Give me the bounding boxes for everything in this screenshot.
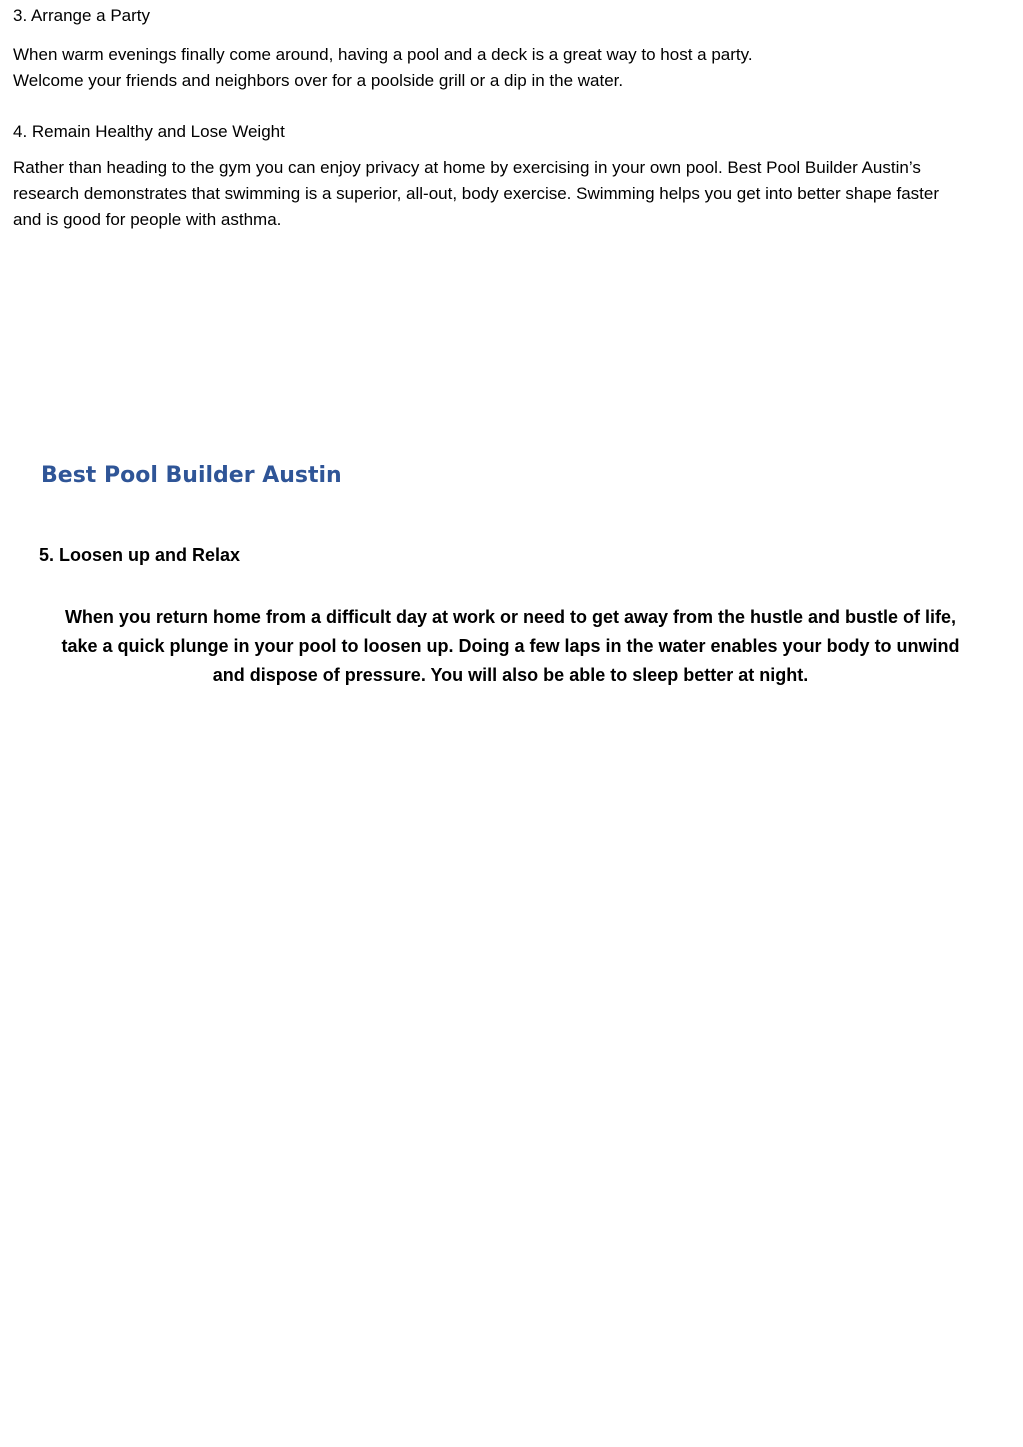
paragraph-line: research demonstrates that swimming is a superior, all-out, body exercise. Swimming helps you get into better shape faster [13,184,939,203]
section-3-heading: 3. Arrange a Party [13,6,151,25]
paragraph-line: take a quick plunge in your pool to loosen up. Doing a few laps in the water enables your body to unwind [61,636,960,656]
section-3-paragraph [13,42,1013,94]
section-4-heading: 4. Remain Healthy and Lose Weight [13,122,285,141]
paragraph-line: and dispose of pressure. You will also be able to sleep better at night. [212,665,809,685]
section-4-paragraph [13,155,1013,233]
section-5-paragraph [30,603,991,690]
section-5-heading: 5. Loosen up and Relax [39,545,241,565]
paragraph-line: When warm evenings finally come around, having a pool and a deck is a great way to host a party. [13,45,753,64]
paragraph-line: and is good for people with asthma. [13,210,282,229]
paragraph-line: Rather than heading to the gym you can enjoy privacy at home by exercising in your own pool. Best Pool Builder Austin’s [13,158,921,177]
brand-title: Best Pool Builder Austin [41,463,342,488]
paragraph-line: Welcome your friends and neighbors over for a poolside grill or a dip in the water. [13,71,624,90]
paragraph-line: When you return home from a difficult day at work or need to get away from the hustle and bustle of life, [64,607,957,627]
